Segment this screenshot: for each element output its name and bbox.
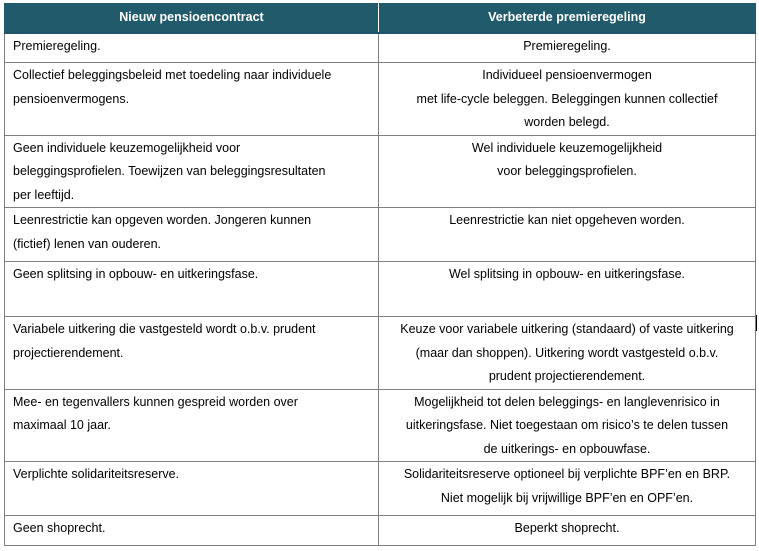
table-body [5,33,756,546]
cell-verbeterde-premieregeling: Leenrestrictie kan niet opgeheven worden. [379,208,756,262]
table-row [5,389,756,462]
comparison-table [4,3,756,546]
text-cursor [756,315,757,331]
cell-nieuw-pensioencontract: Geen splitsing in opbouw- en uitkeringsfase. [5,262,379,317]
cell-verbeterde-premieregeling: Beperkt shoprecht. [379,516,756,546]
table-row [5,462,756,516]
cell-nieuw-pensioencontract: Collectief beleggingsbeleid met toedeling naar individuele pensioenvermogens. [5,63,379,136]
cell-verbeterde-premieregeling: Keuze voor variabele uitkering (standaard) of vaste uitkering (maar dan shoppen). Uitkering wordt vastgesteld o.b.v. prudent projectierendement. [379,317,756,390]
cell-nieuw-pensioencontract: Leenrestrictie kan opgeven worden. Jongeren kunnen (fictief) lenen van ouderen. [5,208,379,262]
cell-verbeterde-premieregeling: Solidariteitsreserve optioneel bij verplichte BPF’en en BRP. Niet mogelijk bij vrijwillige BPF’en en OPF’en. [379,462,756,516]
cell-nieuw-pensioencontract: Mee- en tegenvallers kunnen gespreid worden over maximaal 10 jaar. [5,389,379,462]
table-header [5,4,756,34]
header-row [5,4,756,34]
cell-nieuw-pensioencontract: Verplichte solidariteitsreserve. [5,462,379,516]
table-row [5,135,756,208]
table-row [5,33,756,63]
cell-verbeterde-premieregeling: Mogelijkheid tot delen beleggings- en langlevenrisico in uitkeringsfase. Niet toegestaan om risico’s te delen tussen de uitkerings- en opbouwfase. [379,389,756,462]
table-row [5,208,756,262]
cell-nieuw-pensioencontract: Geen shoprecht. [5,516,379,546]
cell-verbeterde-premieregeling: Individueel pensioenvermogen met life-cycle beleggen. Beleggingen kunnen collectief worden belegd. [379,63,756,136]
table-row [5,63,756,136]
table-row [5,262,756,317]
table-row [5,516,756,546]
cell-nieuw-pensioencontract: Premieregeling. [5,33,379,63]
cell-verbeterde-premieregeling: Wel splitsing in opbouw- en uitkeringsfase. [379,262,756,317]
cell-verbeterde-premieregeling: Wel individuele keuzemogelijkheid voor beleggingsprofielen. [379,135,756,208]
header-nieuw-pensioencontract: Nieuw pensioencontract [5,4,379,34]
table-row [5,317,756,390]
header-verbeterde-premieregeling: Verbeterde premieregeling [379,4,756,34]
cell-verbeterde-premieregeling: Premieregeling. [379,33,756,63]
cell-nieuw-pensioencontract: Geen individuele keuzemogelijkheid voor beleggingsprofielen. Toewijzen van beleggingsresultaten per leeftijd. [5,135,379,208]
cell-nieuw-pensioencontract: Variabele uitkering die vastgesteld wordt o.b.v. prudent projectierendement. [5,317,379,390]
